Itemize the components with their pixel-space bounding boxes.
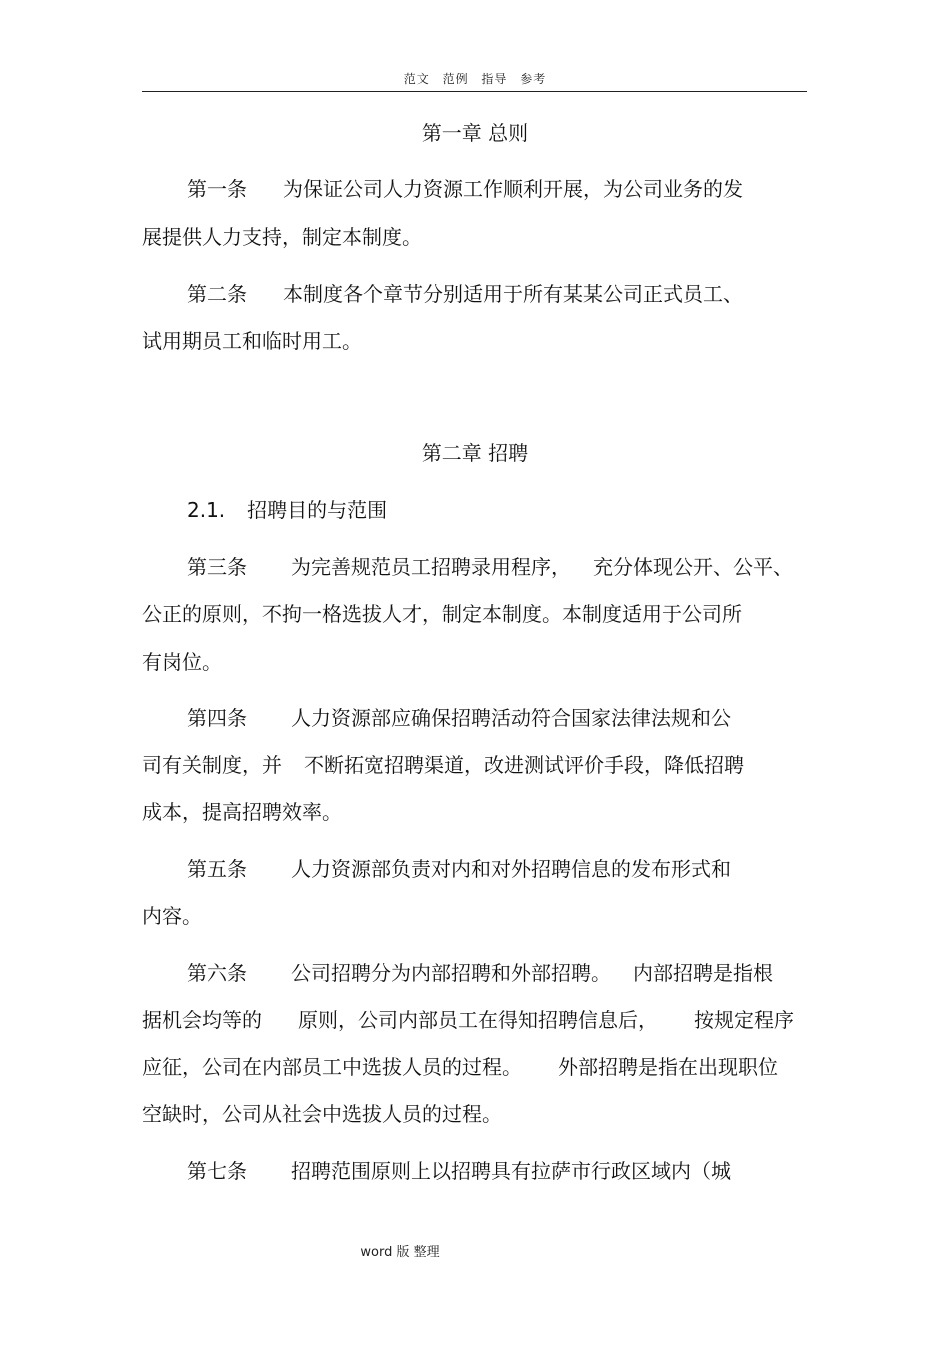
article-5-text-1: 人力资源部负责对内和对外招聘信息的发布形式和 <box>291 857 731 881</box>
article-1-text-1: 为保证公司人力资源工作顺利开展，为公司业务的发 <box>283 177 743 201</box>
article-5-line-2: 内容。 <box>142 904 202 928</box>
article-4-line-1 <box>187 706 731 730</box>
article-7-line-1 <box>187 1159 731 1183</box>
article-2-text-1: 本制度各个章节分别适用于所有某某公司正式员工、 <box>283 282 743 306</box>
article-6-text-2a: 据机会均等的 <box>142 1008 262 1032</box>
header-text: 范文 范例 指导 参考 <box>403 72 547 86</box>
article-4-text-1: 人力资源部应确保招聘活动符合国家法律法规和公 <box>291 706 731 730</box>
article-6-line-2 <box>142 1008 794 1032</box>
article-6-line-1 <box>187 961 773 985</box>
article-1-label: 第一条 <box>187 177 247 201</box>
section-title: 招聘目的与范围 <box>247 498 388 522</box>
section-2-1-heading <box>187 498 387 522</box>
header-divider <box>142 91 807 92</box>
article-3-line-3: 有岗位。 <box>142 650 222 674</box>
chapter-2-title: 第二章 招聘 <box>421 441 529 465</box>
article-6-line-4: 空缺时，公司从社会中选拔人员的过程。 <box>142 1102 502 1126</box>
article-6-text-3b: 外部招聘是指在出现职位 <box>558 1055 778 1079</box>
section-number: 2.1. <box>187 498 226 522</box>
article-2-label: 第二条 <box>187 282 247 306</box>
article-1-line-1 <box>187 177 743 201</box>
article-3-text-1b: 充分体现公开、公平、 <box>593 555 793 579</box>
article-3-line-2: 公正的原则，不拘一格选拔人才，制定本制度。本制度适用于公司所 <box>142 602 742 626</box>
page-footer: word 版 整理 <box>360 1245 440 1260</box>
article-6-text-3a: 应征，公司在内部员工中选拔人员的过程。 <box>142 1055 522 1079</box>
article-6-text-1a: 公司招聘分为内部招聘和外部招聘。 <box>291 961 611 985</box>
article-7-label: 第七条 <box>187 1159 247 1183</box>
article-4-line-3: 成本，提高招聘效率。 <box>142 800 342 824</box>
article-6-text-1b: 内部招聘是指根 <box>633 961 773 985</box>
article-6-label: 第六条 <box>187 961 247 985</box>
article-4-text-2b: 不断拓宽招聘渠道，改进测试评价手段，降低招聘 <box>304 753 744 777</box>
article-2-line-1 <box>187 282 743 306</box>
article-7-text-1: 招聘范围原则上以招聘具有拉萨市行政区域内（城 <box>291 1159 731 1183</box>
article-5-line-1 <box>187 857 731 881</box>
article-1-line-2: 展提供人力支持，制定本制度。 <box>142 225 422 249</box>
article-3-label: 第三条 <box>187 555 247 579</box>
article-2-line-2: 试用期员工和临时用工。 <box>142 329 362 353</box>
article-3-text-1a: 为完善规范员工招聘录用程序， <box>291 555 571 579</box>
article-6-text-2b: 原则，公司内部员工在得知招聘信息后， <box>298 1008 658 1032</box>
article-6-text-2c: 按规定程序 <box>694 1008 794 1032</box>
article-6-line-3 <box>142 1055 778 1079</box>
article-5-label: 第五条 <box>187 857 247 881</box>
article-4-line-2 <box>142 753 744 777</box>
chapter-1-title: 第一章 总则 <box>421 121 529 145</box>
article-4-text-2a: 司有关制度，并 <box>142 753 282 777</box>
article-4-label: 第四条 <box>187 706 247 730</box>
article-3-line-1 <box>187 555 793 579</box>
